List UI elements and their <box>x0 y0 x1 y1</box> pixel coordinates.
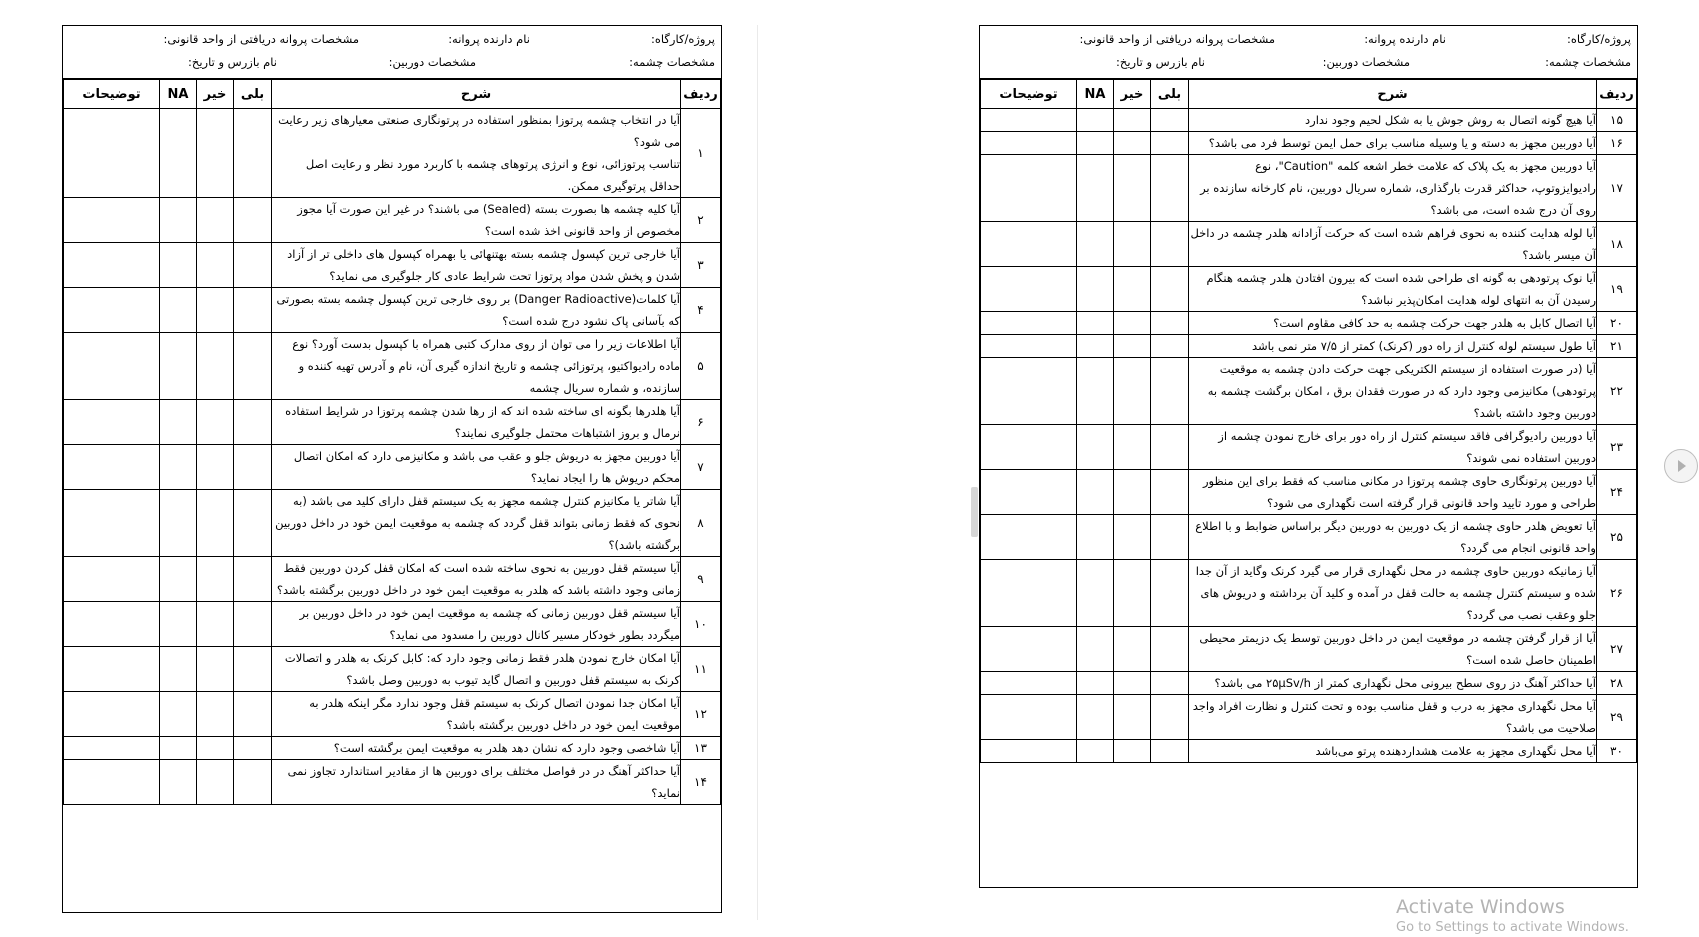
pane-splitter-handle[interactable] <box>971 487 978 537</box>
yes-cell[interactable] <box>1151 335 1189 358</box>
table-row <box>64 760 721 805</box>
table-row <box>64 109 721 198</box>
no-cell[interactable] <box>197 602 234 647</box>
form-header <box>980 26 1637 79</box>
activate-windows-watermark <box>1396 895 1629 937</box>
col-description-header: شرح <box>272 80 681 109</box>
description-text: آیا محل نگهداری مجهز به درب و قفل مناسب بوده و تحت کنترل و نظارت افراد واجد صلاحیت می باشد؟ <box>1192 699 1596 735</box>
license-specs-label: مشخصات پروانه دریافتی از واحد قانونی: <box>163 32 359 46</box>
notes-cell[interactable] <box>64 760 160 805</box>
na-cell[interactable] <box>1077 740 1114 763</box>
license-holder-label: نام دارنده پروانه: <box>448 32 530 46</box>
na-cell[interactable] <box>1077 515 1114 560</box>
no-cell[interactable] <box>1114 560 1151 627</box>
row-description <box>272 647 681 692</box>
description-text: آیا کلمات(Danger Radioactive) بر روی خارجی ترین کپسول چشمه بسته بصورتی که بآسانی پاک نشود درج شده است؟ <box>276 292 680 328</box>
watermark-title: Activate Windows <box>1396 896 1565 918</box>
no-cell[interactable] <box>1114 740 1151 763</box>
col-notes-header: توضیحات <box>981 80 1077 109</box>
na-cell[interactable] <box>160 400 197 445</box>
notes-cell[interactable] <box>64 647 160 692</box>
notes-cell[interactable] <box>64 288 160 333</box>
notes-cell[interactable] <box>981 335 1077 358</box>
row-description <box>272 490 681 557</box>
table-row <box>981 627 1637 672</box>
na-cell[interactable] <box>1077 425 1114 470</box>
no-cell[interactable] <box>197 490 234 557</box>
description-text: آیا اطلاعات زیر را می توان از روی مدارک کتبی همراه با کپسول بدست آورد؟ نوع ماده رادیواکتیو، پرتوزائی چشمه و تاریخ اندازه گیری آن، نام و آدرس تهیه کننده و سازنده، و شماره سریال چشمه <box>292 337 680 395</box>
table-row <box>64 243 721 288</box>
row-number: ۲۹ <box>1597 695 1637 740</box>
row-description <box>1189 155 1597 222</box>
notes-cell[interactable] <box>981 470 1077 515</box>
description-text: آیا شاتر یا مکانیزم کنترل چشمه مجهز به یک سیستم قفل دارای کلید می باشد (به نحوی که فقط زمانی بتواند قفل گردد که چشمه به موقعیت ایمن خود در داخل دوربین برگشته باشد)؟ <box>275 494 680 552</box>
description-text: آیا سیستم قفل دوربین زمانی که چشمه به موقعیت ایمن خود در داخل دوربین بر میگردد بطور خودکار مسیر کانال دوربین را مسدود می نماید؟ <box>299 606 680 642</box>
yes-cell[interactable] <box>1151 470 1189 515</box>
table-row <box>981 222 1637 267</box>
table-row <box>981 560 1637 627</box>
na-cell[interactable] <box>1077 155 1114 222</box>
description-text: آیا سیستم قفل دوربین به نحوی ساخته شده است که امکان قفل کردن دوربین فقط زمانی وجود داشته باشد که هلدر به موقعیت ایمن خود در داخل دوربین برگشته باشد؟ <box>276 561 680 597</box>
no-cell[interactable] <box>1114 155 1151 222</box>
checklist-page-2 <box>979 25 1638 888</box>
description-text: آیا زمانیکه دوربین حاوی چشمه در محل نگهداری قرار می گیرد کرنک وگاید از آن جدا شده و سیستم کنترل چشمه به حالت قفل در آمده و کلید آن برداشته و دریوش های جلو وعقب نصب می گردد؟ <box>1195 564 1596 622</box>
na-cell[interactable] <box>1077 470 1114 515</box>
license-holder-label: نام دارنده پروانه: <box>1364 32 1446 46</box>
notes-cell[interactable] <box>981 312 1077 335</box>
row-number: ۲۳ <box>1597 425 1637 470</box>
row-number: ۲۰ <box>1597 312 1637 335</box>
table-row <box>64 647 721 692</box>
col-row-header: ردیف <box>681 80 721 109</box>
project-label: پروژه/کارگاه: <box>1567 32 1631 46</box>
no-cell[interactable] <box>197 760 234 805</box>
row-number: ۶ <box>681 400 721 445</box>
notes-cell[interactable] <box>981 358 1077 425</box>
yes-cell[interactable] <box>1151 425 1189 470</box>
row-description <box>272 445 681 490</box>
description-text: آیا کلیه چشمه ها بصورت بسته (Sealed) می باشند؟ در غیر این صورت آیا مجوز مخصوص از واحد قانونی اخذ شده است؟ <box>297 202 680 238</box>
col-no-header: خیر <box>197 80 234 109</box>
row-description <box>1189 335 1597 358</box>
table-row <box>981 425 1637 470</box>
row-description <box>272 288 681 333</box>
col-row-header: ردیف <box>1597 80 1637 109</box>
table-row <box>64 692 721 737</box>
description-text: آیا طول سیستم لوله کنترل از راه دور (کرنک) کمتر از ۷/۵ متر نمی باشد <box>1251 339 1596 353</box>
row-description <box>1189 627 1597 672</box>
no-cell[interactable] <box>197 445 234 490</box>
yes-cell[interactable] <box>1151 627 1189 672</box>
row-description <box>1189 358 1597 425</box>
no-cell[interactable] <box>1114 695 1151 740</box>
row-description <box>272 557 681 602</box>
row-description <box>272 333 681 400</box>
description-text: آیا هیچ گونه اتصال به روش جوش یا به شکل لحیم وجود ندارد <box>1305 113 1596 127</box>
yes-cell[interactable] <box>1151 267 1189 312</box>
na-cell[interactable] <box>160 647 197 692</box>
yes-cell[interactable] <box>1151 672 1189 695</box>
yes-cell[interactable] <box>1151 222 1189 267</box>
table-header-row <box>981 80 1637 109</box>
yes-cell[interactable] <box>234 445 272 490</box>
na-cell[interactable] <box>1077 672 1114 695</box>
description-text: آیا حداکثر آهنگ در در فواصل مختلف برای دوربین ها از مقادیر استاندارد تجاوز نمی نماید؟ <box>287 764 680 800</box>
row-description <box>1189 560 1597 627</box>
row-number: ۱۷ <box>1597 155 1637 222</box>
row-description <box>272 692 681 737</box>
description-text: آیا دوربین مجهز به دسته و یا وسیله مناسب برای حمل ایمن توسط فرد می باشد؟ <box>1208 136 1596 150</box>
no-cell[interactable] <box>1114 132 1151 155</box>
col-no-header: خیر <box>1114 80 1151 109</box>
license-specs-label: مشخصات پروانه دریافتی از واحد قانونی: <box>1079 32 1275 46</box>
notes-cell[interactable] <box>981 222 1077 267</box>
na-cell[interactable] <box>160 445 197 490</box>
table-row <box>981 155 1637 222</box>
row-number: ۸ <box>681 490 721 557</box>
yes-cell[interactable] <box>1151 515 1189 560</box>
description-text: آیا دوربین مجهز به یک پلاک که علامت خطر اشعه کلمه "Caution"، نوع رادیوایزوتوپ، حداکثر قدرت بارگذاری، شماره سریال دوربین، نام کارخانه سازنده بر روی آن درج شده است، می باشد؟ <box>1200 159 1596 217</box>
notes-cell[interactable] <box>981 155 1077 222</box>
description-text: آیا دوربین رادیوگرافی فاقد سیستم کنترل از راه دور برای خارج نمودن چشمه از دوربین استفاده نمی شوند؟ <box>1218 429 1596 465</box>
row-number: ۲۵ <box>1597 515 1637 560</box>
source-specs-label: مشخصات چشمه: <box>1545 55 1631 69</box>
row-number: ۱۱ <box>681 647 721 692</box>
no-cell[interactable] <box>1114 358 1151 425</box>
col-yes-header: بلی <box>234 80 272 109</box>
table-row <box>64 557 721 602</box>
table-header-row <box>64 80 721 109</box>
na-cell[interactable] <box>1077 222 1114 267</box>
yes-cell[interactable] <box>1151 740 1189 763</box>
row-description <box>1189 109 1597 132</box>
yes-cell[interactable] <box>1151 695 1189 740</box>
col-na-header: NA <box>1077 80 1114 109</box>
inspector-label: نام بازرس و تاریخ: <box>188 55 277 69</box>
description-text: آیا دوربین مجهز به دریوش جلو و عقب می باشد و مکانیزمی دارد که امکان اتصال محکم دریوش ها را ایجاد نماید؟ <box>293 449 680 485</box>
notes-cell[interactable] <box>981 109 1077 132</box>
no-cell[interactable] <box>197 647 234 692</box>
row-number: ۱۴ <box>681 760 721 805</box>
row-description <box>272 602 681 647</box>
no-cell[interactable] <box>197 737 234 760</box>
table-row <box>64 400 721 445</box>
na-cell[interactable] <box>160 737 197 760</box>
yes-cell[interactable] <box>1151 312 1189 335</box>
yes-cell[interactable] <box>234 692 272 737</box>
no-cell[interactable] <box>197 109 234 198</box>
row-description <box>1189 312 1597 335</box>
notes-cell[interactable] <box>64 400 160 445</box>
no-cell[interactable] <box>1114 109 1151 132</box>
row-description <box>1189 222 1597 267</box>
yes-cell[interactable] <box>234 490 272 557</box>
no-cell[interactable] <box>197 288 234 333</box>
notes-cell[interactable] <box>981 132 1077 155</box>
table-row <box>981 109 1637 132</box>
row-description <box>272 760 681 805</box>
description-text: آیا دوربین پرتونگاری حاوی چشمه پرتوزا در مکانی مناسب که فقط برای این منظور طراحی و مورد تایید واحد قانونی قرار گرفته است نگهداری می شود؟ <box>1202 474 1596 510</box>
row-number: ۲ <box>681 198 721 243</box>
description-text: آیا تعویض هلدر حاوی چشمه از یک دوربین به دوربین دیگر براساس ضوابط و با اطلاع واحد قانونی انجام می گردد؟ <box>1195 519 1596 555</box>
row-number: ۴ <box>681 288 721 333</box>
row-description <box>272 243 681 288</box>
table-row <box>64 288 721 333</box>
table-row <box>981 695 1637 740</box>
no-cell[interactable] <box>1114 515 1151 560</box>
row-description <box>1189 672 1597 695</box>
na-cell[interactable] <box>1077 312 1114 335</box>
no-cell[interactable] <box>197 333 234 400</box>
no-cell[interactable] <box>1114 312 1151 335</box>
description-text: آیا محل نگهداری مجهز به علامت هشداردهنده پرتو می‌باشد <box>1315 744 1596 758</box>
description-text: آیا در انتخاب چشمه پرتوزا بمنظور استفاده در پرتونگاری صنعتی معیارهای زیر رعایت می شود؟ <box>278 113 680 149</box>
table-row <box>64 737 721 760</box>
table-row <box>981 312 1637 335</box>
row-number: ۲۸ <box>1597 672 1637 695</box>
description-text: آیا نوک پرتودهی به گونه ای طراحی شده است که بیرون افتادن هلدر چشمه هنگام رسیدن آن به انتهای لوله هدایت امکان‌پذیر نباشد؟ <box>1206 271 1596 307</box>
col-notes-header: توضیحات <box>64 80 160 109</box>
row-description <box>1189 740 1597 763</box>
description-text: آیا امکان جدا نمودن اتصال کرنک به سیستم قفل وجود ندارد مگر اینکه هلدر به موقعیت ایمن خود در داخل دوربین برگشته باشد؟ <box>309 696 680 732</box>
yes-cell[interactable] <box>1151 109 1189 132</box>
table-row <box>981 672 1637 695</box>
no-cell[interactable] <box>197 243 234 288</box>
na-cell[interactable] <box>160 692 197 737</box>
description-text: آیا (در صورت استفاده از سیستم الکتریکی جهت حرکت دادن چشمه به موقعیت پرتودهی) مکانیزمی وجود دارد که در صورت فقدان برق ، امکان برگشت چشمه به دوربین وجود داشته باشد؟ <box>1207 362 1596 420</box>
yes-cell[interactable] <box>234 288 272 333</box>
yes-cell[interactable] <box>1151 132 1189 155</box>
na-cell[interactable] <box>160 333 197 400</box>
row-number: ۳۰ <box>1597 740 1637 763</box>
row-number: ۹ <box>681 557 721 602</box>
notes-cell[interactable] <box>64 557 160 602</box>
row-number: ۱۵ <box>1597 109 1637 132</box>
description-text: آیا اتصال کابل به هلدر جهت حرکت چشمه به حد کافی مقاوم است؟ <box>1273 316 1596 330</box>
row-description <box>1189 470 1597 515</box>
yes-cell[interactable] <box>234 647 272 692</box>
yes-cell[interactable] <box>234 243 272 288</box>
row-number: ۱۹ <box>1597 267 1637 312</box>
na-cell[interactable] <box>1077 627 1114 672</box>
table-row <box>981 470 1637 515</box>
yes-cell[interactable] <box>234 602 272 647</box>
yes-cell[interactable] <box>234 760 272 805</box>
table-row <box>64 198 721 243</box>
na-cell[interactable] <box>1077 560 1114 627</box>
notes-cell[interactable] <box>64 445 160 490</box>
table-row <box>981 335 1637 358</box>
row-description <box>272 400 681 445</box>
na-cell[interactable] <box>160 557 197 602</box>
yes-cell[interactable] <box>234 109 272 198</box>
row-number: ۲۱ <box>1597 335 1637 358</box>
no-cell[interactable] <box>197 557 234 602</box>
col-yes-header: بلی <box>1151 80 1189 109</box>
no-cell[interactable] <box>1114 425 1151 470</box>
watermark-subtitle: Go to Settings to activate Windows. <box>1396 920 1629 935</box>
yes-cell[interactable] <box>234 198 272 243</box>
description-text: آیا هلدرها بگونه ای ساخته شده اند که از رها شدن چشمه پرتوزا در شرایط استفاده نرمال و بروز اشتباهات محتمل جلوگیری نمایند؟ <box>285 404 680 440</box>
na-cell[interactable] <box>160 490 197 557</box>
description-text: آیا خارجی ترین کپسول چشمه بسته بهتنهائی یا بهمراه کپسول های داخلی تر از آزاد شدن و پخش شدن مواد پرتوزا تحت شرایط عادی کار جلوگیری می نماید؟ <box>287 247 680 283</box>
na-cell[interactable] <box>1077 358 1114 425</box>
row-number: ۱۲ <box>681 692 721 737</box>
yes-cell[interactable] <box>234 737 272 760</box>
checklist-page-1 <box>62 25 722 913</box>
row-description <box>272 737 681 760</box>
camera-specs-label: مشخصات دوربین: <box>388 55 476 69</box>
na-cell[interactable] <box>1077 109 1114 132</box>
notes-cell[interactable] <box>64 692 160 737</box>
description-text: آیا لوله هدایت کننده به نحوی فراهم شده است که حرکت آزادانه هلدر چشمه در داخل آن میسر باشد؟ <box>1190 226 1596 262</box>
description-text: آیا از قرار گرفتن چشمه در موقعیت ایمن در داخل دوربین توسط یک دزیمتر محیطی اطمینان حاصل شده است؟ <box>1199 631 1596 667</box>
play-arrow-icon <box>1673 458 1689 474</box>
na-cell[interactable] <box>160 243 197 288</box>
yes-cell[interactable] <box>234 400 272 445</box>
row-number: ۳ <box>681 243 721 288</box>
yes-cell[interactable] <box>1151 358 1189 425</box>
row-description <box>272 198 681 243</box>
row-description <box>272 109 681 198</box>
checklist-table <box>980 79 1637 763</box>
notes-cell[interactable] <box>64 737 160 760</box>
next-page-button[interactable] <box>1664 449 1698 483</box>
row-number: ۲۶ <box>1597 560 1637 627</box>
table-row <box>64 490 721 557</box>
description-text: تناسب پرتوزائی، نوع و انرژی پرتوهای چشمه با کاربرد مورد نظر و رعایت اصل حداقل پرتوگیری ممکن. <box>305 157 680 193</box>
no-cell[interactable] <box>1114 222 1151 267</box>
na-cell[interactable] <box>1077 695 1114 740</box>
yes-cell[interactable] <box>234 557 272 602</box>
notes-cell[interactable] <box>64 243 160 288</box>
notes-cell[interactable] <box>981 672 1077 695</box>
no-cell[interactable] <box>197 692 234 737</box>
project-label: پروژه/کارگاه: <box>651 32 715 46</box>
na-cell[interactable] <box>160 198 197 243</box>
col-description-header: شرح <box>1189 80 1597 109</box>
no-cell[interactable] <box>1114 335 1151 358</box>
description-text: آیا امکان خارج نمودن هلدر فقط زمانی وجود دارد که: کابل کرنک به هلدر و اتصالات کرنک به سیستم قفل دوربین و اتصال گاید تیوب به دوربین وصل باشد؟ <box>284 651 680 687</box>
table-row <box>981 267 1637 312</box>
row-number: ۵ <box>681 333 721 400</box>
notes-cell[interactable] <box>64 198 160 243</box>
description-text: آیا شاخصی وجود دارد که نشان دهد هلدر به موقعیت ایمن برگشته است؟ <box>333 741 680 755</box>
table-row <box>981 740 1637 763</box>
no-cell[interactable] <box>1114 470 1151 515</box>
row-number: ۲۷ <box>1597 627 1637 672</box>
row-description <box>1189 267 1597 312</box>
row-description <box>1189 695 1597 740</box>
notes-cell[interactable] <box>981 267 1077 312</box>
na-cell[interactable] <box>1077 267 1114 312</box>
description-text: آیا حداکثر آهنگ دز روی سطح بیرونی محل نگهداری کمتر از ۲۵µSv/h می باشد؟ <box>1214 676 1596 690</box>
row-number: ۱ <box>681 109 721 198</box>
col-na-header: NA <box>160 80 197 109</box>
row-number: ۷ <box>681 445 721 490</box>
page-gap-line <box>757 25 758 920</box>
notes-cell[interactable] <box>64 333 160 400</box>
notes-cell[interactable] <box>981 515 1077 560</box>
notes-cell[interactable] <box>981 560 1077 627</box>
source-specs-label: مشخصات چشمه: <box>629 55 715 69</box>
notes-cell[interactable] <box>64 109 160 198</box>
notes-cell[interactable] <box>981 425 1077 470</box>
row-number: ۱۳ <box>681 737 721 760</box>
table-row <box>64 602 721 647</box>
yes-cell[interactable] <box>234 333 272 400</box>
camera-specs-label: مشخصات دوربین: <box>1322 55 1410 69</box>
row-number: ۲۴ <box>1597 470 1637 515</box>
table-row <box>981 515 1637 560</box>
na-cell[interactable] <box>1077 335 1114 358</box>
na-cell[interactable] <box>160 602 197 647</box>
na-cell[interactable] <box>160 288 197 333</box>
row-description <box>1189 132 1597 155</box>
row-number: ۱۶ <box>1597 132 1637 155</box>
table-row <box>981 358 1637 425</box>
notes-cell[interactable] <box>64 490 160 557</box>
row-description <box>1189 425 1597 470</box>
checklist-table <box>63 79 721 805</box>
row-number: ۲۲ <box>1597 358 1637 425</box>
row-number: ۱۰ <box>681 602 721 647</box>
na-cell[interactable] <box>1077 132 1114 155</box>
no-cell[interactable] <box>1114 627 1151 672</box>
form-header <box>63 26 721 79</box>
table-row <box>981 132 1637 155</box>
row-number: ۱۸ <box>1597 222 1637 267</box>
table-row <box>64 445 721 490</box>
no-cell[interactable] <box>197 400 234 445</box>
row-description <box>1189 515 1597 560</box>
yes-cell[interactable] <box>1151 155 1189 222</box>
inspector-label: نام بازرس و تاریخ: <box>1116 55 1205 69</box>
notes-cell[interactable] <box>64 602 160 647</box>
na-cell[interactable] <box>160 109 197 198</box>
no-cell[interactable] <box>1114 672 1151 695</box>
notes-cell[interactable] <box>981 627 1077 672</box>
no-cell[interactable] <box>197 198 234 243</box>
notes-cell[interactable] <box>981 695 1077 740</box>
notes-cell[interactable] <box>981 740 1077 763</box>
table-row <box>64 333 721 400</box>
na-cell[interactable] <box>160 760 197 805</box>
yes-cell[interactable] <box>1151 560 1189 627</box>
no-cell[interactable] <box>1114 267 1151 312</box>
